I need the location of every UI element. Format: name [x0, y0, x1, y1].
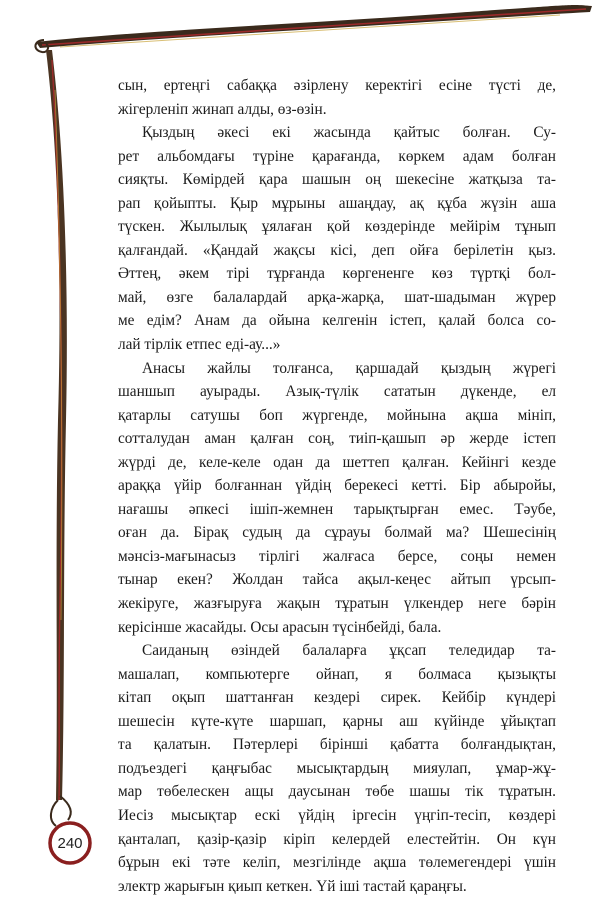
body-text: [118, 74, 556, 898]
text-line: Иесіз мысықтар ескі үйдің іргесін үңгіп-тесіп, көздері: [118, 806, 556, 824]
text-line: та қалатын. Пәтерлері бірінші қабатта болғандықтан,: [118, 736, 556, 754]
paragraph-4: [118, 639, 556, 898]
text-line: машалап, компьютерге ойнап, я болмаса қызықты: [118, 665, 556, 683]
text-line: мар төбелескен ащы даусынан төбе шашы тік тұратын.: [118, 783, 556, 801]
paragraph-2: [118, 121, 556, 356]
top-border-gold: [60, 15, 560, 47]
paragraph-3: [118, 357, 556, 640]
text-line: электр жарығын қиып кеткен. Үй іші тастай қараңғы.: [118, 877, 467, 895]
text-line: шаншып ауырады. Азық-түлік сататын дүкенде, ел: [118, 383, 556, 401]
top-border-red: [42, 9, 586, 45]
text-line: жігерленіп жинап алды, өз-өзін.: [118, 100, 327, 118]
text-line: оған да. Бірақ судың да сұрауы болмай ма? Шешесінің: [118, 524, 556, 542]
text-line: рап қойыпты. Қыр мұрыны ашаңдау, ақ құба жүзін аша: [118, 194, 556, 212]
text-line: араққа үйір болғаннан үйдің берекесі кетті. Бір абыройы,: [118, 477, 556, 495]
text-line: жүрді де, келе-келе одан да шеттеп қалған. Кейінгі кезде: [118, 453, 556, 471]
text-line: сын, ертеңгі сабаққа әзірлену керектігі есіне түсті де,: [118, 77, 556, 94]
text-line: Қыздың әкесі екі жасында қайтыс болған. Су-: [142, 124, 556, 142]
text-line: жекіруге, жазғыруға жақын тұратын үлкендер неге бәрін: [118, 595, 556, 613]
text-line: түскен. Жылылық ұялаған қой көздерінде мейірім тұнып: [118, 218, 556, 236]
text-line: Анасы жайлы толғанса, қаршадай қыздың жүрегі: [142, 359, 556, 377]
text-line: керісінше жасайды. Осы арасын түсінбейді, бала.: [118, 618, 442, 636]
text-line: рет альбомдағы түріне қарағанда, көркем адам болған: [118, 147, 556, 165]
paragraph-1: [118, 74, 556, 121]
text-line: бұрын екі тәте келіп, мезгілінде ақша төлемегендері үшін: [118, 854, 556, 872]
text-line: шешесін күте-күте шаршап, қарны аш күйінде ұйықтап: [118, 712, 556, 730]
text-line: май, өзге балалардай арқа-жарқа, шат-шадыман жүрер: [118, 288, 556, 306]
text-line: қатарлы сатушы боп жүргенде, мойнына ақша мініп,: [118, 406, 556, 424]
text-line: подъездегі қаңғыбас мысықтардың мияулап, ұмар-жұ-: [118, 759, 556, 777]
text-line: мәнсіз-мағынасыз тірлігі жалғаса берсе, соңы немен: [118, 547, 556, 565]
text-line: қанталап, қазір-қазір кіріп келердей елестейтін. Он күн: [118, 830, 556, 848]
text-line: Саиданың өзіндей балаларға ұқсап теледидар та-: [142, 642, 556, 660]
text-line: Әттең, әкем тірі тұрғанда көргененге көз түртқі бол-: [118, 265, 556, 283]
text-line: сотталудан аман қалған соң, тиіп-қашып әр жерде істеп: [118, 430, 556, 448]
text-line: тынар екен? Жолдан тайса ақыл-кеңес айтып үрсып-: [118, 571, 556, 589]
text-line: кітап оқып шаттанған кездері сирек. Кейбір күндері: [118, 689, 556, 707]
text-line: нағашы әпкесі ішіп-жемнен тарықтырған емес. Тәубе,: [118, 500, 556, 518]
text-line: ме едім? Анам да ойына келгенін істеп, қалай болса со-: [118, 312, 556, 330]
text-line: қалғандай. «Қандай жақсы кісі, деп ойға берілетін қыз.: [118, 241, 556, 259]
text-line: сияқты. Көмірдей қара шашын оң шекесіне жатқыза та-: [118, 171, 556, 189]
page-number: 240: [57, 834, 83, 852]
text-line: лай тірлік етпес еді-ау...»: [118, 336, 281, 354]
